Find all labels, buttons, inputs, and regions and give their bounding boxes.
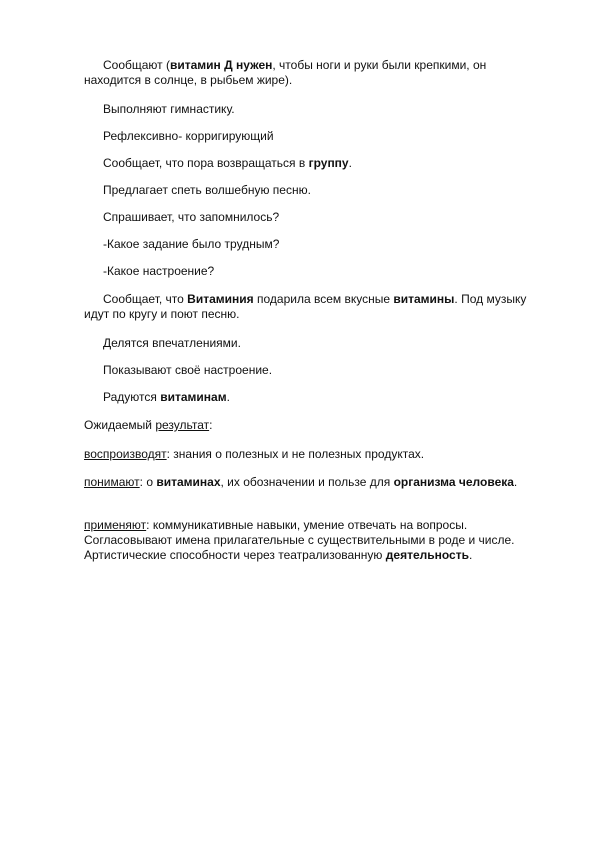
text: : знания о полезных и не полезных продуктах. — [166, 447, 425, 461]
text: Ожидаемый — [84, 418, 156, 432]
bold-text: деятельность — [385, 548, 469, 562]
paragraph-vitamin-d — [84, 58, 534, 88]
bold-text: витамин Д нужен — [170, 58, 273, 72]
text: Сообщает, что — [103, 292, 188, 306]
paragraph-hard-task: -Какое задание было трудным? — [103, 237, 280, 251]
result-apply — [84, 518, 534, 563]
underlined-text: результат — [155, 418, 210, 432]
paragraph-gymnastics: Выполняют гимнастику. — [103, 102, 235, 116]
text: Сообщают ( — [103, 58, 170, 72]
paragraph-asks-remember: Спрашивает, что запомнилось? — [103, 210, 280, 224]
text: . — [468, 548, 473, 562]
result-label: применяют — [84, 518, 147, 532]
bold-text: витаминах — [156, 475, 221, 489]
text: . — [226, 390, 230, 404]
text: : — [209, 418, 213, 432]
paragraph-share-impressions: Делятся впечатлениями. — [103, 336, 241, 350]
paragraph-sing-song: Предлагает спеть волшебную песню. — [103, 183, 311, 197]
result-label: воспроизводят — [84, 447, 167, 461]
text: . — [513, 475, 518, 489]
text: подарила всем вкусные — [253, 292, 394, 306]
text: , чтобы ноги и руки были крепкими, он находится в солнце, в рыбьем жире). — [84, 58, 487, 87]
paragraph-reflexive: Рефлексивно- корригирующий — [103, 129, 274, 143]
bold-text: организма человека — [393, 475, 514, 489]
result-understand — [84, 475, 534, 490]
text: , их обозначении и пользе для — [220, 475, 394, 489]
bold-text: Витаминия — [187, 292, 254, 306]
paragraph-return-group — [84, 156, 534, 171]
paragraph-vitaminia — [84, 292, 534, 322]
bold-text: группу — [308, 156, 349, 170]
paragraph-rejoice — [84, 390, 534, 405]
text: Сообщает, что пора возвращаться в — [103, 156, 309, 170]
paragraph-show-mood: Показывают своё настроение. — [103, 363, 273, 377]
result-reproduce — [84, 447, 534, 462]
expected-result-heading — [84, 418, 534, 433]
result-label: понимают — [84, 475, 140, 489]
text: Радуются — [103, 390, 161, 404]
bold-text: витаминам — [160, 390, 227, 404]
text: . Под музыку идут по кругу и поют песню. — [84, 292, 527, 321]
text: . — [348, 156, 352, 170]
paragraph-mood: -Какое настроение? — [103, 264, 215, 278]
text: : о — [139, 475, 157, 489]
text: : коммуникативные навыки, умение отвечать на вопросы. Согласовывают имена прилагательные с существительными в роде и числе. Артистические способности через театрализованную — [84, 518, 515, 562]
bold-text: витамины — [393, 292, 455, 306]
